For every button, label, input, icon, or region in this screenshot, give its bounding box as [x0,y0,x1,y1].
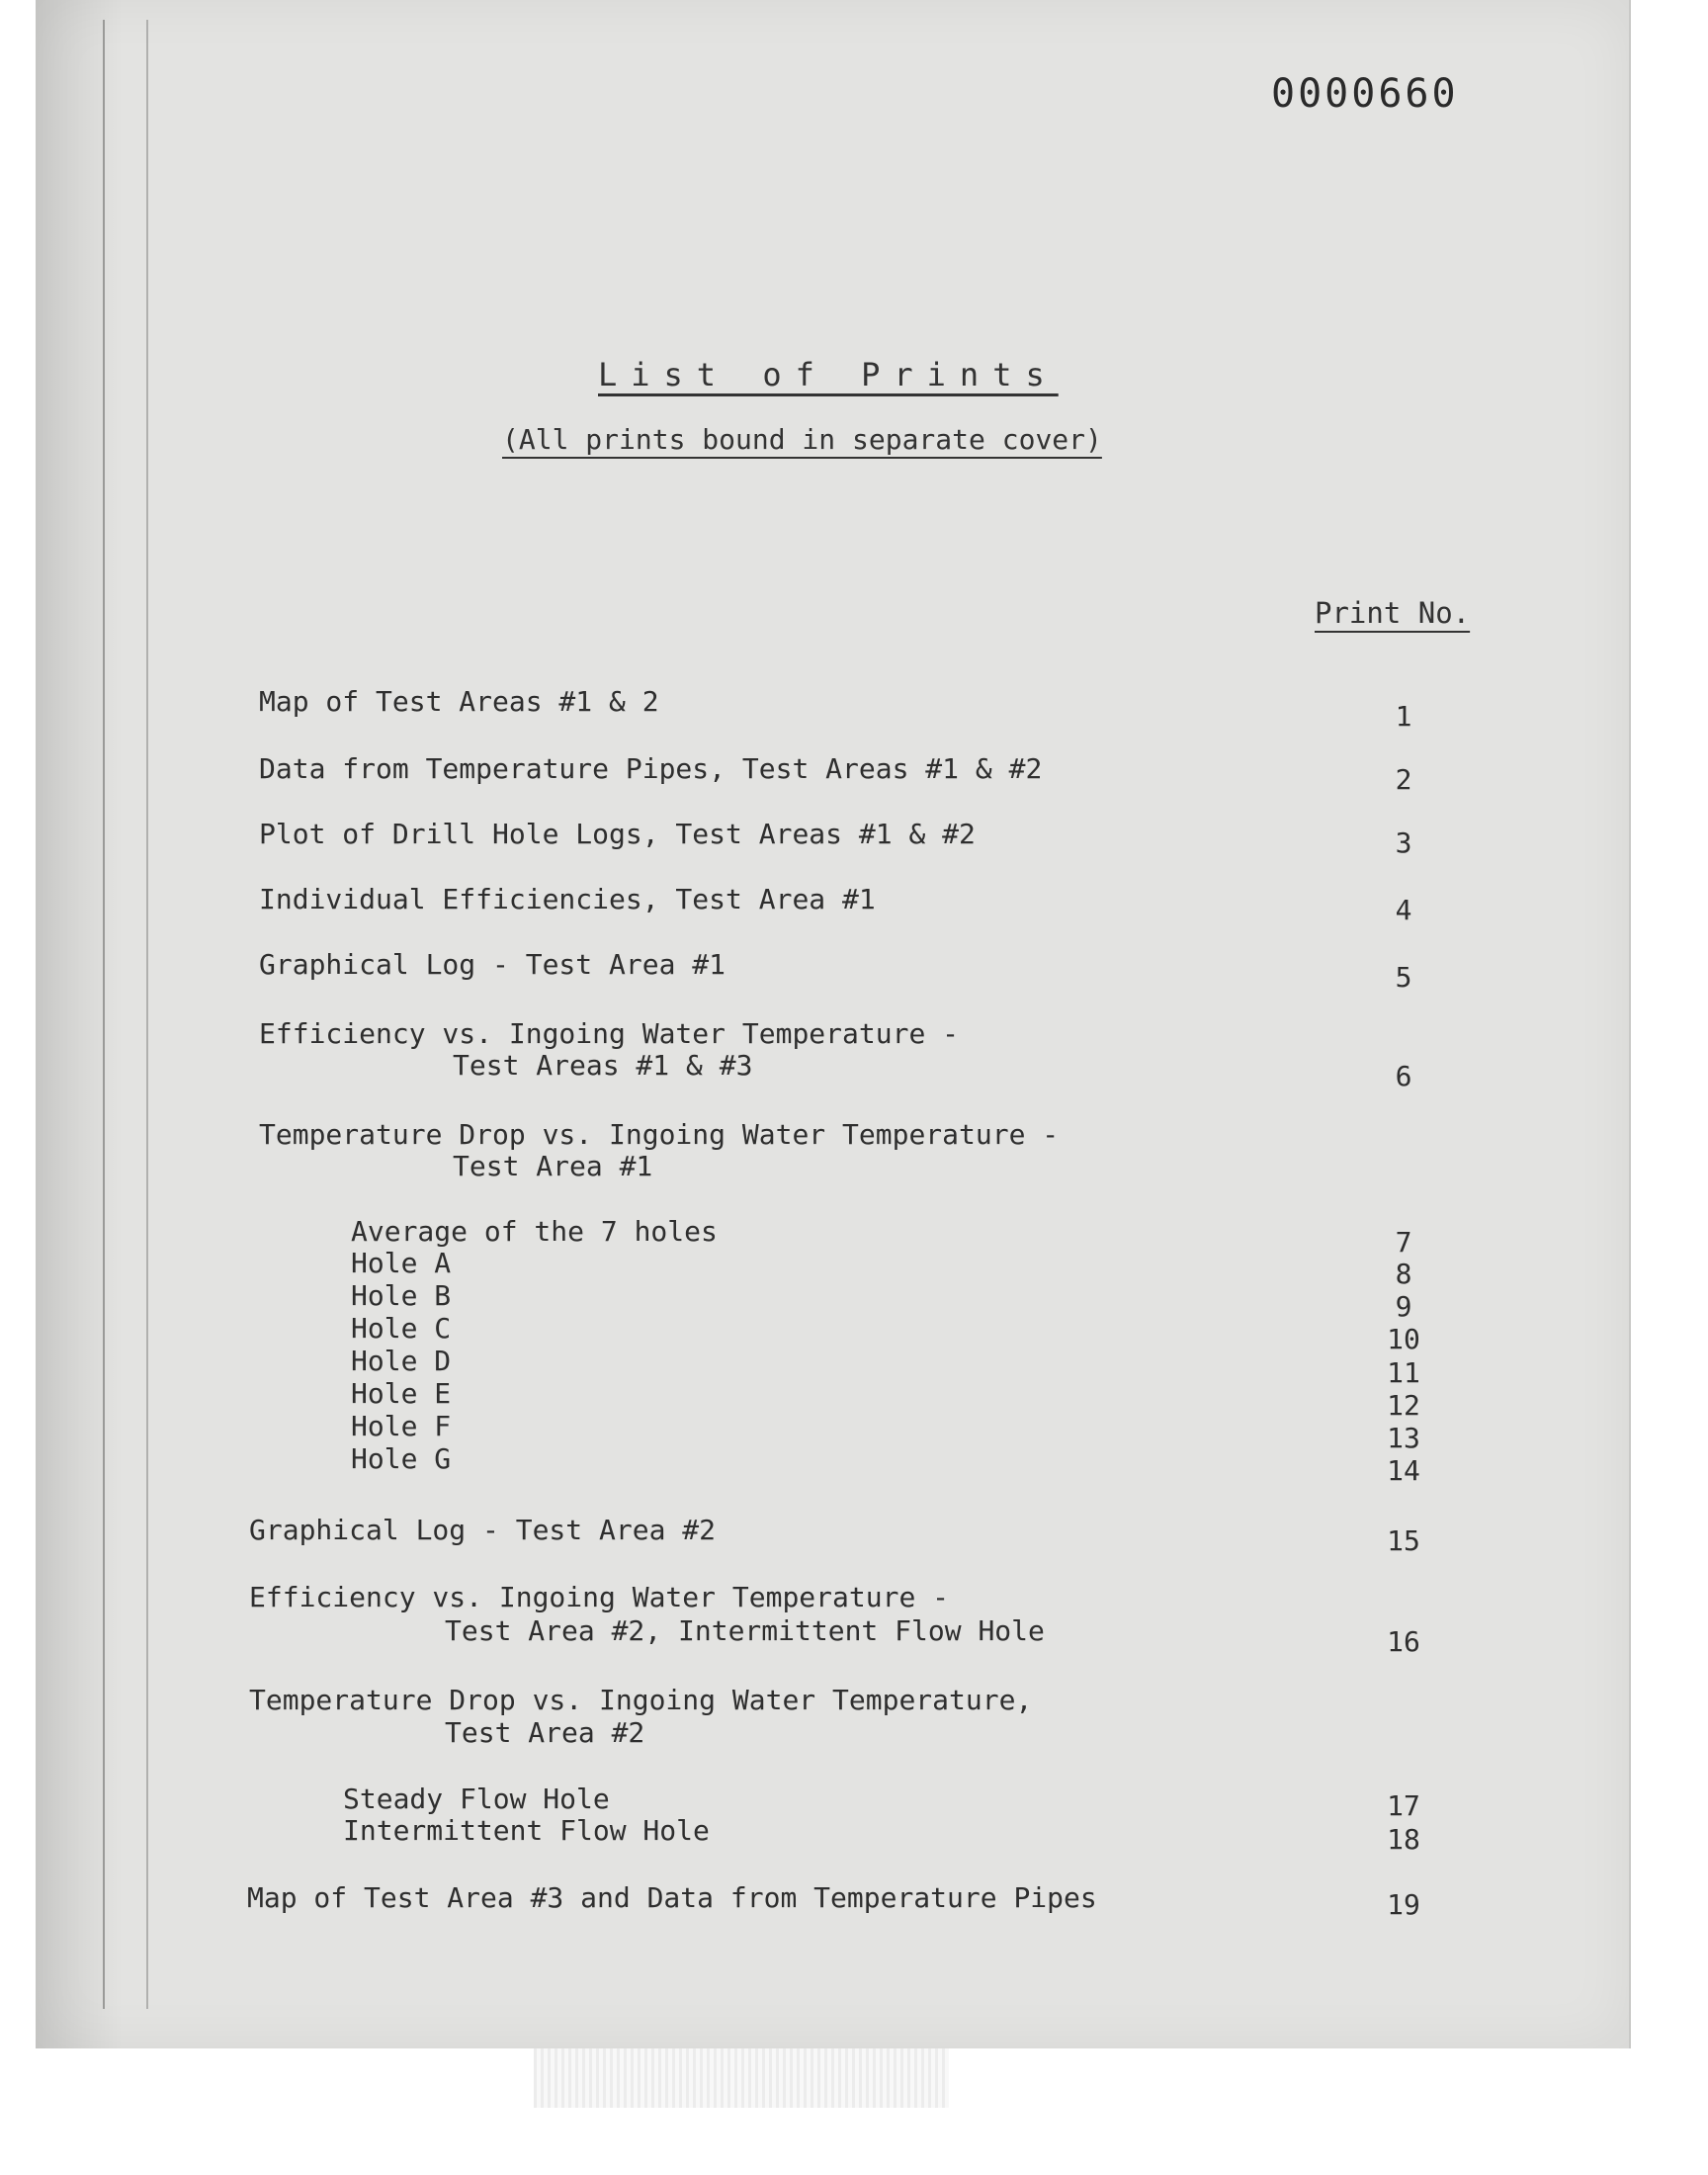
entry-title: Temperature Drop vs. Ingoing Water Temperature, [249,1684,1033,1716]
entry-title: Map of Test Areas #1 & 2 [259,685,659,718]
entry-print-number: 7 [1395,1226,1412,1259]
entry-title: Individual Efficiencies, Test Area #1 [259,883,876,915]
entry-title: Steady Flow Hole [343,1783,610,1815]
entry-title-continued: Test Areas #1 & #3 [453,1049,753,1082]
entry-title: Map of Test Area #3 and Data from Temperature Pipes [247,1881,1097,1914]
entry-print-number: 17 [1387,1789,1420,1822]
entry-title: Hole G [351,1442,452,1475]
entry-title: Plot of Drill Hole Logs, Test Areas #1 & #2 [259,818,976,850]
entry-print-number: 18 [1387,1823,1420,1856]
entry-title-continued: Test Area #1 [453,1150,653,1182]
entry-print-number: 15 [1387,1524,1420,1557]
print-number-header: Print No. [1315,596,1471,630]
entry-print-number: 6 [1395,1060,1412,1092]
entry-print-number: 5 [1395,961,1412,994]
entry-title: Graphical Log - Test Area #1 [259,948,726,981]
entry-title: Hole B [351,1279,452,1312]
entry-title: Data from Temperature Pipes, Test Areas #1 & #2 [259,752,1043,785]
entry-print-number: 13 [1387,1422,1420,1454]
entry-print-number: 11 [1387,1356,1420,1389]
entry-print-number: 19 [1387,1888,1420,1921]
page-title: List of Prints [598,356,1059,393]
entry-print-number: 9 [1395,1290,1412,1323]
entry-title: Average of the 7 holes [351,1215,718,1248]
entry-title: Hole C [351,1312,452,1345]
entry-print-number: 16 [1387,1625,1420,1658]
entry-print-number: 12 [1387,1389,1420,1422]
entry-title: Graphical Log - Test Area #2 [249,1514,717,1546]
binding-line [103,20,105,2009]
entry-title: Hole F [351,1410,452,1442]
scan-artifact [534,2048,949,2108]
entry-title: Hole A [351,1247,452,1279]
entry-title-continued: Test Area #2, Intermittent Flow Hole [445,1614,1045,1647]
page-subtitle: (All prints bound in separate cover) [502,423,1102,456]
entry-print-number: 4 [1395,894,1412,926]
document-number: 0000660 [1271,71,1459,117]
entry-title: Efficiency vs. Ingoing Water Temperature - [259,1017,960,1050]
entry-print-number: 1 [1395,700,1412,733]
entry-print-number: 10 [1387,1323,1420,1355]
entry-title-continued: Test Area #2 [445,1716,645,1749]
entry-print-number: 3 [1395,826,1412,859]
entry-title: Efficiency vs. Ingoing Water Temperature - [249,1581,950,1613]
entry-print-number: 8 [1395,1258,1412,1290]
entry-title: Hole D [351,1345,452,1377]
binding-line [146,20,148,2009]
entry-title: Temperature Drop vs. Ingoing Water Temperature - [259,1118,1060,1151]
entry-title: Hole E [351,1377,452,1410]
entry-title: Intermittent Flow Hole [343,1814,710,1847]
entry-print-number: 2 [1395,763,1412,796]
entry-print-number: 14 [1387,1454,1420,1487]
